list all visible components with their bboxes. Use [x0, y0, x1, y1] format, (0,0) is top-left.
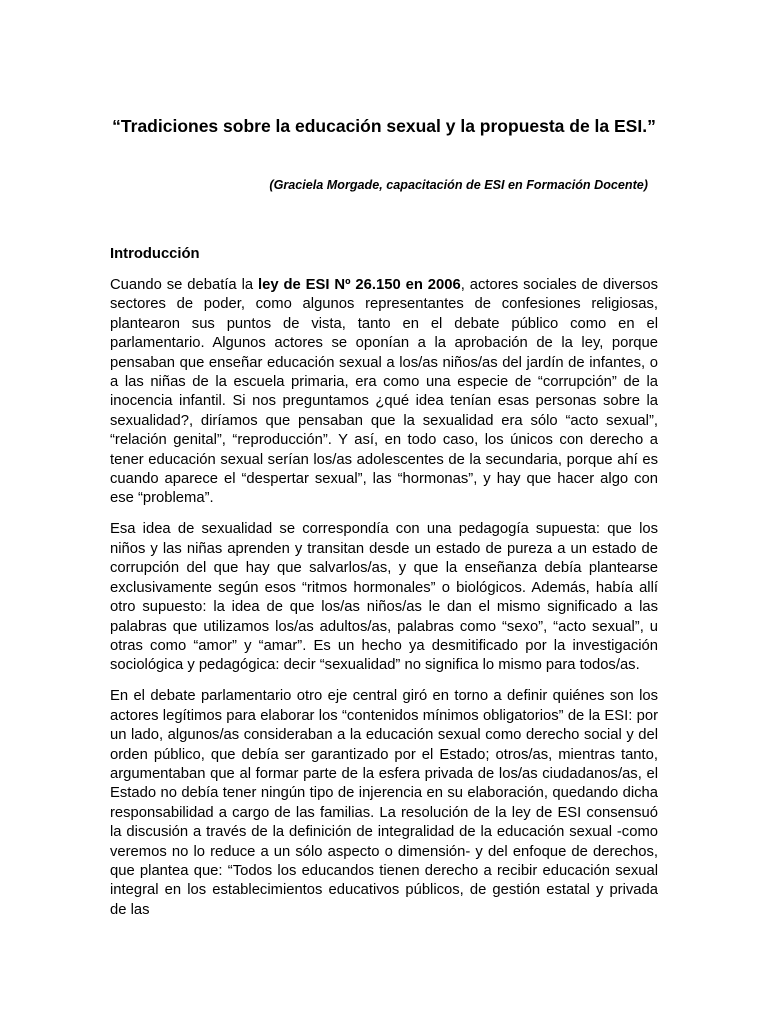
paragraph-3: En el debate parlamentario otro eje central giró en torno a definir quiénes son los actores legítimos para elaborar los “contenidos mínimos obligatorios” de la ESI: por un lado, algunos/as consideraban a la educación sexual como derecho social y del orden público, que debía ser garantizado por el Estado; otros/as, mientras tanto, argumentaban que al formar parte de la esfera privada de los/as ciudadanos/as, el Estado no debía tener ningún tipo de injerencia en su elaboración, quedando dicha responsabilidad a cargo de las familias. La resolución de la ley de ESI consensuó la discusión a través de la definición de integralidad de la educación sexual -como veremos no lo reduce a un sólo aspecto o dimensión- y del enfoque de derechos, que plantea que: “Todos los educandos tienen derecho a recibir educación sexual integral en los establecimientos educativos públicos, de gestión estatal y privada de las [110, 688, 658, 918]
paragraph-1-continuation: , actores sociales de diversos sectores de poder, como algunos representantes de confesiones religiosas, plantearon sus puntos de vista, tanto en el debate público como en el parlamentario. Algunos actores se oponían a la aprobación de la ley, porque pensaban que enseñar educación sexual a los/as niños/as del jardín de infantes, o a las niñas de la escuela primaria, era como una especie de “corrupción” de la inocencia infantil. Si nos preguntamos ¿qué idea tenían esas personas sobre la sexualidad?, diríamos que pensaban que la sexualidad era sólo “acto sexual”, “relación genital”, “reproducción”. Y así, en todo caso, los únicos con derecho a tener educación sexual serían los/as adolescentes de la secundaria, porque ahí es cuando aparece el “despertar sexual”, las “hormonas”, y hay que hacer algo con ese “problema”. [110, 277, 658, 507]
document-body [110, 276, 658, 946]
document-author-credit: (Graciela Morgade, capacitación de ESI en Formación Docente) [269, 178, 648, 192]
paragraph-1 [110, 276, 658, 509]
law-reference: ley de ESI Nº 26.150 en 2006 [258, 277, 461, 293]
section-heading: Introducción [110, 246, 200, 262]
document-title: “Tradiciones sobre la educación sexual y la propuesta de la ESI.” [112, 116, 656, 136]
paragraph-2: Esa idea de sexualidad se correspondía con una pedagogía supuesta: que los niños y las niñas aprenden y transitan desde un estado de pureza a un estado de corrupción del que hay que salvarlos/as, y que la enseñanza debía plantearse exclusivamente según esos “ritmos hormonales” o biológicos. Además, había allí otro supuesto: la idea de que los/as niños/as le dan el mismo significado a las palabras que utilizamos los/as adultos/as, palabras como “sexo”, “acto sexual”, u otras como “amor” y “amar”. Es un hecho ya desmitificado por la investigación sociológica y pedagógica: decir “sexualidad” no significa lo mismo para todos/as. [110, 521, 658, 674]
paragraph-1-intro: Cuando se debatía la [110, 277, 258, 293]
